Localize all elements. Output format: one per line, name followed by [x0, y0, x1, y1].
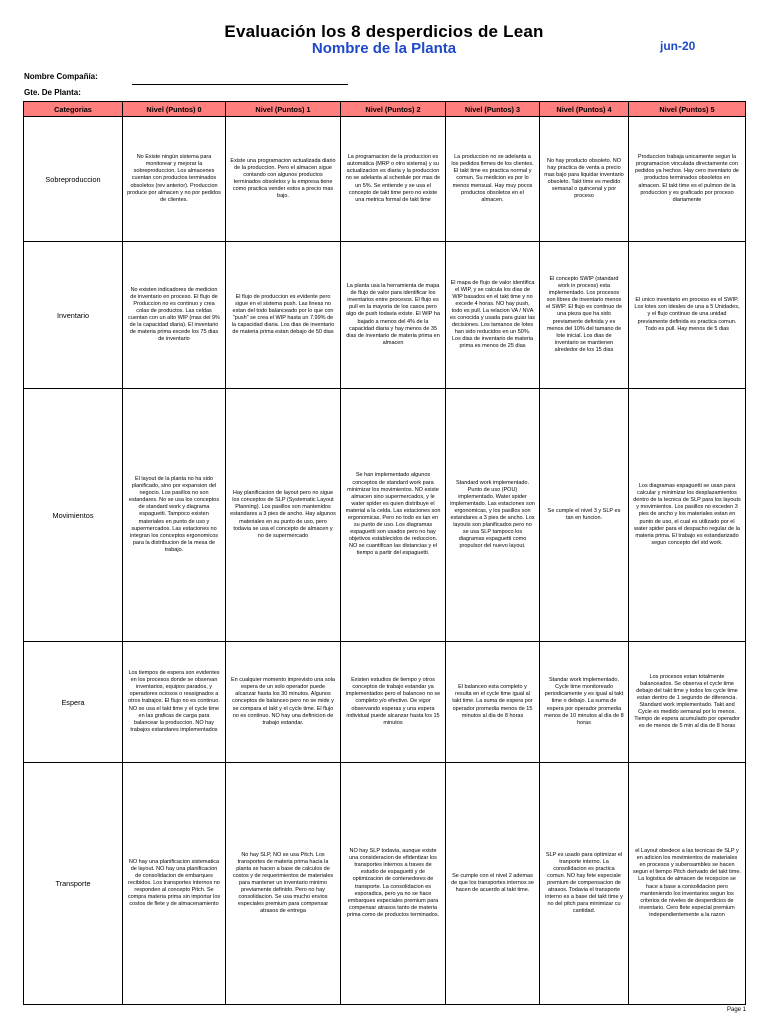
company-label: Nombre Compañía:	[24, 72, 98, 81]
criteria-cell: La programacion de la produccion es automatica (MRP o otro sistema) y su actualizacion es diaria y la produccion no se adelanta al schedule por mas de un 5%. Se entiende y se usa el concepto de takt time pero no existe una metrica formal de takt time	[341, 117, 446, 242]
plant-manager-label: Gte. De Planta:	[24, 88, 81, 97]
criteria-cell: El concepto SWIP (standard work in process) esta implementado. Los procesos son libres de inventario menos el SWIP. El flujo es continuo de una pieza que ha sido previamente definida y es menos del 10% del tamano de lote inicial. Los dias de inventario se mantienen alrededor de los 15 dias	[540, 242, 629, 389]
criteria-cell: Se cumple el nivel 3 y SLP es tan en funcion.	[540, 389, 629, 642]
category-cell: Movimientos	[24, 389, 123, 642]
criteria-cell: Existe una programacion actualizada diario de la produccion. Pero el almacen sigue contando con algunos productos terminados obsoletos y la empresa tiene como practica vender estos a precio mas bajo.	[226, 117, 341, 242]
table-row-espera	[24, 642, 746, 763]
criteria-cell: El mapa de flujo de valor identifica el WIP, y se calcula los dias de WIP basados en el takt time y no excede 4 horas. NO hay push, todo es pull. La relacion VA / NVA es conocida y usada para guiar las decisiones. Los tamanos de lotes han sido reducidos en un 50%. Los dias de inventario de materia prima es menos de 25 dias	[446, 242, 540, 389]
criteria-cell: SLP es usado para optimizar el tranporte interno. La consolidacion es practica comun. NO hay fete especiale premium de compensacion de atrasos. Todavia el transporte interno es a base del takt time y no del pitch para minimizar cu cantidad.	[540, 763, 629, 1005]
criteria-cell: Standard work implementado. Punto de uso (POU) implementado. Water spider implementado. Las estaciones son ergonomicas, y los pasillos son estandares a 3 pies de ancho. Los layouts son planificados pero no se usa SLP tampoco los diagramas espaguetti como propulsor del nuevo layout.	[446, 389, 540, 642]
criteria-cell: Standar work implementado. Cycle time monitoreado periodicamente y es igual al takt time o debajo. La suma de espera por operador promedia menos de 10 minutos al dia de 8 horas	[540, 642, 629, 763]
category-cell: Espera	[24, 642, 123, 763]
criteria-cell: NO hay SLP todavia, aunque existe una consideracion de efidentizar los transportes internos a traves de estudio de espaguetti y de optimizacion de contenedores de transporte. La consolidacion es esporadica, pero ya no se hace embarques especiales premium para compensar atrasos tanto de materia prima como de productos terminados.	[341, 763, 446, 1005]
criteria-cell: El layout de la planta no ha sido planificado, sino por expansion del negocio. Los pasillos no son estandares. No se usa los conceptos de standard work y diagrama espaguetti. Tampoco existen materiales en punto de uso y supermercados. Las estaciones no integran los conceptos ergonomicos para la distribucion de la mesa de trabajo.	[123, 389, 226, 642]
column-header-level-2: Nivel (Puntos) 2	[341, 102, 446, 117]
criteria-cell: La produccion no se adelanta a los pedidos firmes de los clientes. El takt time es practica normal y comun. Su medicion es por lo menos mensual. Hay muy pocos productos obsoletos en el almacen.	[446, 117, 540, 242]
criteria-cell: NO hay una planificacion sistematica de layout. NO hay una planificacion de consolidacion de embarques recibidos. Los transportes internos no responden al concepto Pitch. Se compra materia prima sin importar los costos de flete y de almacenamiento	[123, 763, 226, 1005]
criteria-cell: No hay producto obsoleto. NO hay practica de venta a precio mas bajo para liquidar inventario obsoleto. Takt time es medido semanal o quincenal y por proceso	[540, 117, 629, 242]
table-row-transporte	[24, 763, 746, 1005]
table-row-inventario	[24, 242, 746, 389]
document-title: Evaluación los 8 desperdicios de Lean	[224, 22, 544, 41]
criteria-cell: No Existe ningún sistema para monitorear y mejorar la sobreproduccion. Los almacenes cuentan con productos terminados obsoletos (rev anterior). Produccion produce por almacen y no por pedidos de clientes.	[123, 117, 226, 242]
criteria-cell: Existen estudios de tiempo y otros conceptos de trabajo estandar ya implementados pero el balanceo no se completo y/o efectivo. De vigor observando esperas y una espera individual puede alcanzar hasta los 15 minutos	[341, 642, 446, 763]
column-header-level-0: Nivel (Puntos) 0	[123, 102, 226, 117]
criteria-cell: El unico inventario en proceso es el SWIP. Los lotes son ideales de una a 5 Unidades, y el flujo continuo de una unidad previamente definida es practica comun. Todo es pull. Hay menos de 5 dias	[629, 242, 746, 389]
criteria-cell: La planta usa la herramienta de mapa de flujo de valor para identificar los inventarios entre procesos. El flujo es pull en la mayoria de los casos pero algo de push todavia existe. El WIP ha bajado a menos del 4% de la capacidad diaria y hay menos de 35 dias de inventario de materia prima en almacen	[341, 242, 446, 389]
column-header-level-5: Nivel (Puntos) 5	[629, 102, 746, 117]
criteria-cell: El flujo de produccion es evidente pero sigue en el sistema push. Las lineas no estan del todo balanceado por lo que con "push" se crea el WIP hasta un 7.99% de la capacidad diaria. Los dias de inventario de materia prima estan debajo de 50 dias	[226, 242, 341, 389]
criteria-cell: Los diagramas espaguetti se usan para calcular y minimizar los desplazamientos dentro de la tecnica de SLP para los layouts y movimientos. Los pasillos no exceden 3 pies de ancho y los materiales estan en punto de uso, el cual es utilizado por el water spider para el despacho regular de la materia prima. El trabajo es estandarizado segun concepto del std work.	[629, 389, 746, 642]
plant-name: Nombre de la Planta	[311, 40, 457, 57]
company-field-line[interactable]	[132, 84, 348, 85]
criteria-cell: No hay SLP, NO se usa Pitch. Los transportes de materia prima hacia la planta se hacen a base de calculos de costos y de requerimientos de materiales para mantener un inventario minimo previamente definido. Pero no hay consolidacion. Se usa mucho envios especiales premium para compensar atrasos de entrega	[226, 763, 341, 1005]
category-cell: Inventario	[24, 242, 123, 389]
column-header-level-3: Nivel (Puntos) 3	[446, 102, 540, 117]
criteria-cell: el Layout obedece a las tecnicas de SLP y en adicion los movimientos de materiales en procesos y subensambles se hacen segun el tiempo Pitch derivado del takt time. La logistica de almacen de recepcion se hace a base a consolidacion pero manteniendo los inventarios segun los criterios de niveles de desperdicios de inventario. Cero flete especial premium independientemente a la razon	[629, 763, 746, 1005]
criteria-cell: En cualquier momento imprevisto una sola espera de un solo operador puede alcanzar hasta los 30 minutos. Algunos conceptos de balanceo pero no se mide y se compara el takt y el cycle time. El flujo no es continuo. NO hay una definicion de trabajo estandar.	[226, 642, 341, 763]
column-header-level-4: Nivel (Puntos) 4	[540, 102, 629, 117]
table-row-movimientos	[24, 389, 746, 642]
category-cell: Sobreproduccion	[24, 117, 123, 242]
table-row-sobreproduccion	[24, 117, 746, 242]
criteria-cell: No existen indicadores de medicion de inventario en proceso. El flujo de Produccion no es continuo y crea colas de productos. Las celdas cuentan con un alto WIP (mas del 9% de la capacidad diaria). El inventario de materia prima excede los 75 dias de inventario	[123, 242, 226, 389]
column-header-level-1: Nivel (Puntos) 1	[226, 102, 341, 117]
header-row	[24, 102, 746, 117]
criteria-cell: Los procesos estan totalmente balanceados. Se observa el cycle time debajo del takt time y todos los cycle time estan dentro de 1 segundo de diferencia. Standard work implementado. Takt and Cycle es medido semanal por lo menos. Tiempo de espera acumulado por operador es de menos de 5 min al dia de 8 horas	[629, 642, 746, 763]
criteria-cell: Se cumple con el nivel 2 ademas de que los transportes internos se hacen de acuerdo al takt time.	[446, 763, 540, 1005]
evaluation-table	[23, 101, 746, 1005]
category-cell: Transporte	[24, 763, 123, 1005]
page-number: Page 1	[727, 1007, 747, 1013]
criteria-cell: Los tiempos de espera son evidentes en los procesos donde se observan inventarios, equipos parados, y operadores ociosos o reasignados a otros trabajos. El flujo no es continuo. NO se usa el takt time y el cycle time en las graficas de carga para balancear la produccion. NO hay trabajos estandares implementados	[123, 642, 226, 763]
criteria-cell: El balanceo esta completo y resulta en el cycle time igual al takt time. La suma de espera por operador promedia menos de 15 minutos al dia de 8 horas	[446, 642, 540, 763]
criteria-cell: Se han implementado algunos conceptos de standard work para minimizar los movimientos. NO existe almacen sino supermercados, y le water spider es quien distribuye el material a la celda. Las estaciones son ergonomicas. Pero no todo es tan en su punto de uso. Los diagramas espaguetti son usados pero no hay objetivos establecidos de reduccion. NO se cuantifican las distancias y el tiempo a partir del espaguetti.	[341, 389, 446, 642]
document-date: jun-20	[660, 39, 696, 53]
criteria-cell: Produccion trabaja unicamente segun la programacion vinculada directamente con pedidos ya hechos. Hay cero inventario de productos terminados obsoletos en almacen. El takt time es el pulmon de la produccion y es graficado por proceso diariamente	[629, 117, 746, 242]
criteria-cell: Hay planificacion de layout pero no sigue los conceptos de SLP (Systematic Layout Planning). Los pasillos son mantenidos estandares a 3 pies de ancho. Hay algunos materiales en su punto de uso, pero todavia se usa el concepto de almacen y no de supermercado	[226, 389, 341, 642]
column-header-categories: Categorias	[24, 102, 123, 117]
